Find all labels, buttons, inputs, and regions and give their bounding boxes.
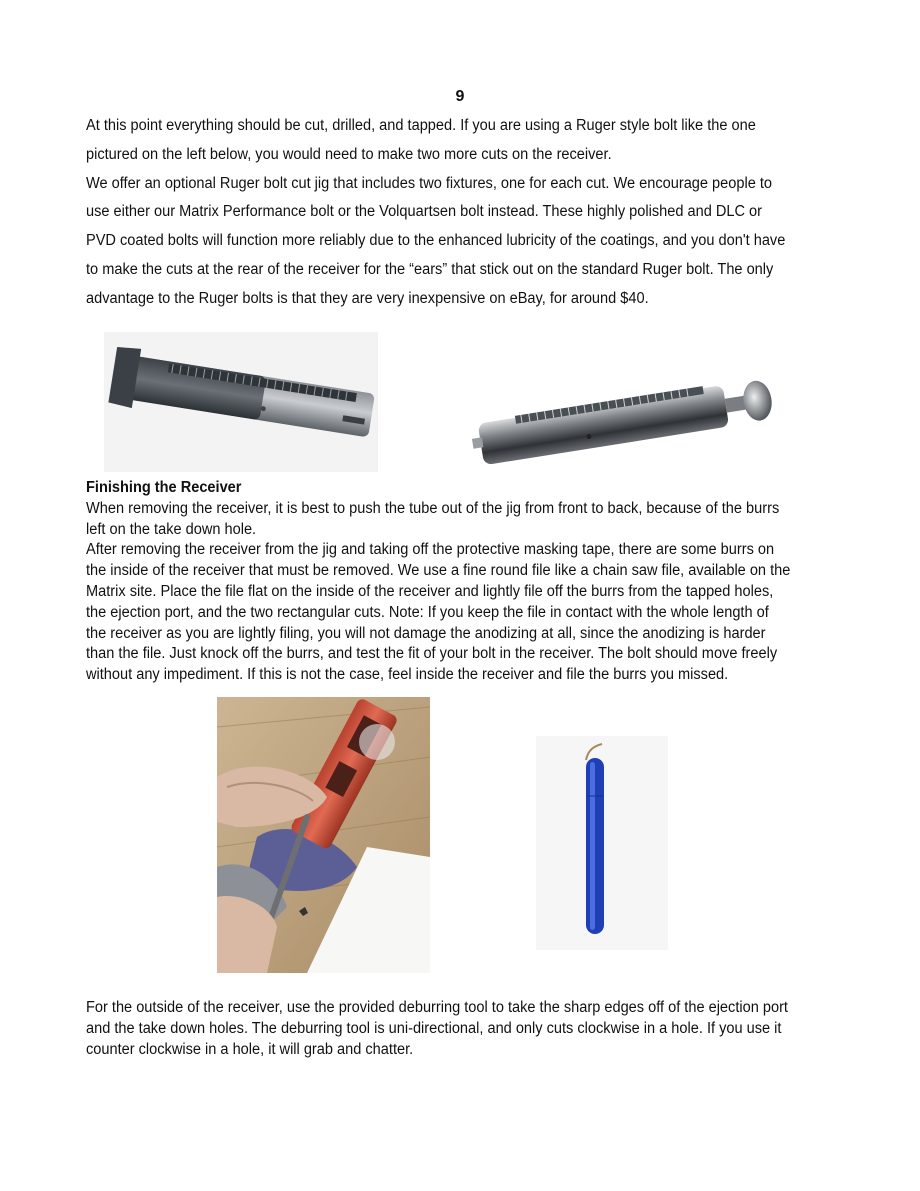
receiver-filing-photo bbox=[217, 697, 430, 973]
finishing-paragraph-2: After removing the receiver from the jig and taking off the protective masking tape, there are some burrs on the inside of the receiver that must be removed. We use a fine round file like a chain saw file, available on the Matrix site. Place the file flat on the inside of the receiver and lightly file off the burrs from the tapped holes, the ejection port, and the two rectangular cuts. Note: If you keep the file in contact with the whole length of the receiver as you are lightly filing, you will not damage the anodizing at all, since the anodizing is harder than the file. Just knock off the burrs, and test the fit of your bolt in the receiver. The bolt should move freely without any impediment. If this is not the case, feel inside the receiver and file the burrs you missed. bbox=[86, 541, 791, 684]
intro-text bbox=[86, 112, 793, 314]
finishing-section bbox=[86, 478, 793, 686]
outside-paragraph: For the outside of the receiver, use the provided deburring tool to take the sharp edges off of the ejection port and the take down holes. The deburring tool is uni-directional, and only cuts clockwise in a hole. If you use it counter clockwise in a hole, it will grab and chatter. bbox=[86, 999, 788, 1058]
finishing-paragraph-1: When removing the receiver, it is best to push the tube out of the jig from front to back, because of the burrs left on the take down hole. bbox=[86, 499, 780, 538]
intro-paragraph-2: We offer an optional Ruger bolt cut jig that includes two fixtures, one for each cut. We encourage people to use either our Matrix Performance bolt or the Volquartsen bolt instead. These highly polished and DLC or PVD coated bolts will function more reliably due to the enhanced lubricity of the coatings, and you don't have to make the cuts at the rear of the receiver for the “ears” that stick out on the standard Ruger bolt. The only advantage to the Ruger bolts is that they are very inexpensive on eBay, for around $40. bbox=[86, 174, 786, 307]
deburring-tool-image bbox=[536, 736, 668, 950]
intro-paragraph-1: At this point everything should be cut, drilled, and tapped. If you are using a Ruger style bolt like the one pictured on the left below, you would need to make two more cuts on the receiver. bbox=[86, 117, 756, 163]
polished-bolt-image bbox=[466, 360, 782, 464]
outside-section bbox=[86, 998, 793, 1060]
section-heading: Finishing the Receiver bbox=[86, 479, 242, 496]
page-number: 9 bbox=[455, 88, 465, 105]
ruger-bolt-image bbox=[104, 332, 378, 472]
